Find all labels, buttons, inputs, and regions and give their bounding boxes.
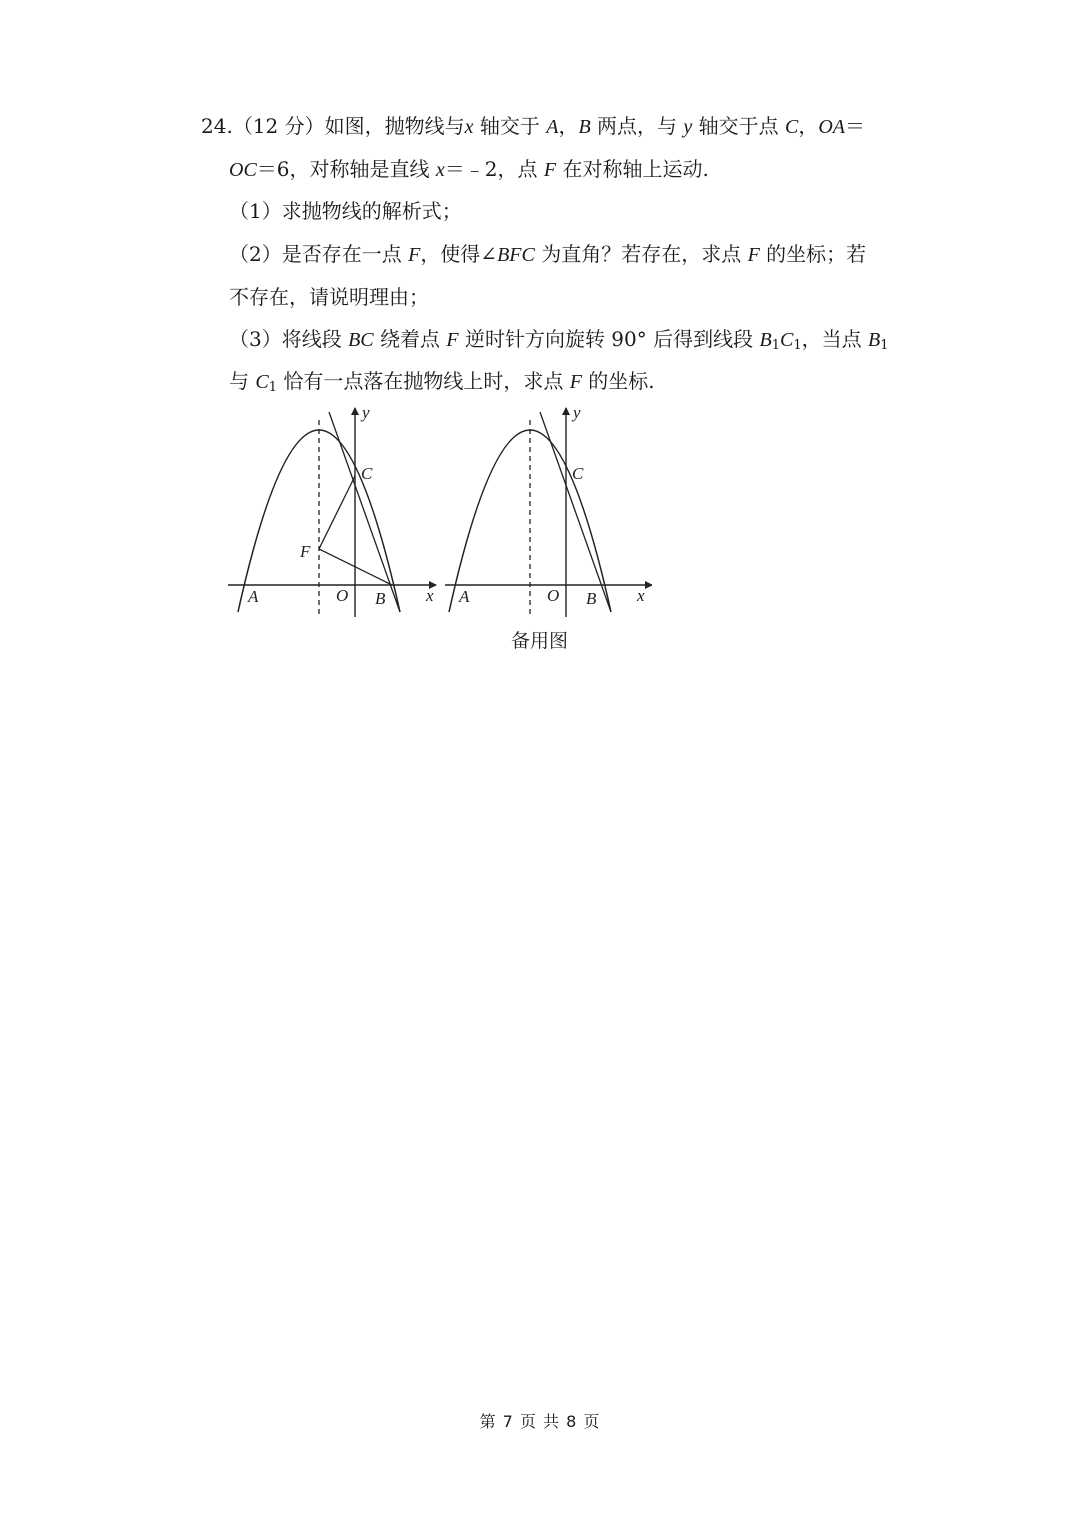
problem-stem-line-1: 24.（12 分）如图，抛物线与x 轴交于 A，B 两点，与 y 轴交于点 C，OA＝ <box>201 114 866 138</box>
page-footer: 第 7 页 共 8 页 <box>479 1412 601 1431</box>
label-y: y <box>362 403 370 422</box>
label-b: B <box>586 589 597 608</box>
figure-caption: 备用图 <box>511 630 569 652</box>
figure-2 <box>445 403 652 617</box>
question-1: （1）求抛物线的解析式； <box>229 199 462 223</box>
figures <box>222 402 652 617</box>
figure-1 <box>228 403 436 617</box>
line-bc <box>540 412 611 612</box>
label-y: y <box>573 403 581 422</box>
label-a: A <box>248 587 259 606</box>
label-f: F <box>300 542 311 561</box>
question-3-line-1: （3）将线段 BC 绕着点 F 逆时针方向旋转 90° 后得到线段 $B_1C_1$，当点 $B_1$ <box>229 327 889 353</box>
label-b: B <box>375 589 386 608</box>
question-3-line-2: 与 $C_1$ 恰有一点落在抛物线上时，求点 F 的坐标. <box>229 369 655 395</box>
line-bc <box>329 412 400 612</box>
label-o: O <box>547 586 560 605</box>
label-o: O <box>336 586 349 605</box>
label-x: x <box>637 586 645 605</box>
label-x: x <box>426 586 434 605</box>
label-c: C <box>572 464 584 483</box>
question-2-line-2: 不存在，请说明理由； <box>229 285 429 309</box>
question-2-line-1: （2）是否存在一点 F，使得∠BFC 为直角？若存在，求点 F 的坐标；若 <box>229 242 867 266</box>
problem-stem-line-2: OC＝6，对称轴是直线 x＝﹣2，点 F 在对称轴上运动. <box>229 157 709 181</box>
label-a: A <box>459 587 470 606</box>
problem-number: 24 <box>201 114 227 138</box>
label-c: C <box>361 464 373 483</box>
